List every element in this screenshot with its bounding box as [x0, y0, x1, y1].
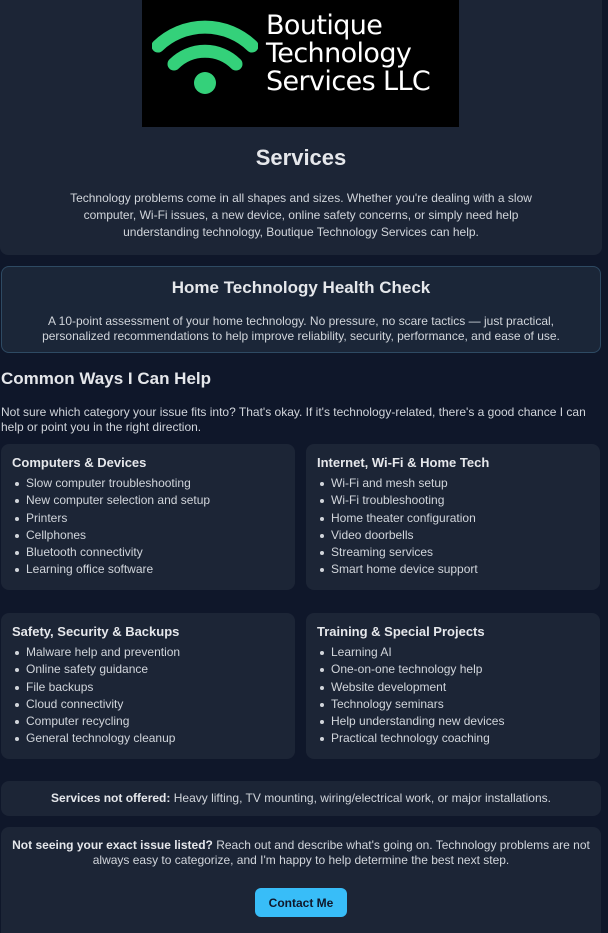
list-item: Wi-Fi troubleshooting — [331, 492, 478, 509]
list-item: File backups — [26, 679, 180, 696]
logo-wordmark — [266, 12, 430, 96]
health-check-card — [1, 266, 601, 353]
list-item: Technology seminars — [331, 696, 504, 713]
company-logo[interactable] — [142, 0, 459, 127]
list-item: Cloud connectivity — [26, 696, 180, 713]
not-offered-text: Heavy lifting, TV mounting, wiring/electrical work, or major installations. — [170, 791, 551, 805]
list-item: Video doorbells — [331, 527, 478, 544]
health-check-description: A 10-point assessment of your home technology. No pressure, no scare tactics — just practical, personalized recommendations to help improve reliability, security, performance, and ease of use. — [42, 314, 560, 343]
health-check-title: Home Technology Health Check — [171, 278, 431, 297]
page-title: Services — [255, 145, 347, 170]
logo-line-2: Technology — [266, 38, 412, 69]
list-item: One-on-one technology help — [331, 661, 504, 678]
category-list — [1, 475, 210, 579]
category-title: Internet, Wi-Fi & Home Tech — [317, 455, 490, 470]
logo-line-3: Services LLC — [266, 66, 431, 97]
logo-line-1: Boutique — [266, 10, 383, 41]
list-item: Slow computer troubleshooting — [26, 475, 210, 492]
list-item: Bluetooth connectivity — [26, 544, 210, 561]
list-item: Cellphones — [26, 527, 210, 544]
category-title: Training & Special Projects — [317, 624, 485, 639]
services-not-offered — [1, 781, 601, 816]
cta-lead: Not seeing your exact issue listed? — [12, 838, 213, 852]
list-item: General technology cleanup — [26, 730, 180, 747]
hero-description: Technology problems come in all shapes and sizes. Whether you're dealing with a slow computer, Wi-Fi issues, a new device, online safety concerns, or simply need help understanding technology, Boutique Technology Services can help. — [70, 191, 532, 239]
list-item: Streaming services — [331, 544, 478, 561]
list-item: Website development — [331, 679, 504, 696]
contact-me-button[interactable]: Contact Me — [255, 888, 347, 917]
list-item: New computer selection and setup — [26, 492, 210, 509]
category-list — [1, 644, 180, 748]
list-item: Computer recycling — [26, 713, 180, 730]
hero-section — [0, 0, 602, 255]
list-item: Home theater configuration — [331, 510, 478, 527]
cta-body: Reach out and describe what's going on. Technology problems are not always easy to categorize, and I'm happy to help determine the best next step. — [92, 838, 590, 867]
category-card-computers — [1, 444, 295, 590]
contact-cta-section — [1, 827, 601, 933]
list-item: Smart home device support — [331, 561, 478, 578]
ways-heading: Common Ways I Can Help — [1, 369, 212, 388]
category-title: Computers & Devices — [12, 455, 147, 470]
list-item: Learning AI — [331, 644, 504, 661]
list-item: Learning office software — [26, 561, 210, 578]
category-title: Safety, Security & Backups — [12, 624, 180, 639]
cta-text — [9, 838, 593, 868]
list-item: Printers — [26, 510, 210, 527]
ways-intro: Not sure which category your issue fits into? That's okay. If it's technology-related, there's a good chance I can help or point you in the right direction. — [1, 405, 586, 434]
list-item: Online safety guidance — [26, 661, 180, 678]
list-item: Help understanding new devices — [331, 713, 504, 730]
list-item: Practical technology coaching — [331, 730, 504, 747]
category-card-training — [306, 613, 600, 759]
list-item: Malware help and prevention — [26, 644, 180, 661]
category-card-safety — [1, 613, 295, 759]
category-list — [306, 475, 478, 579]
category-list — [306, 644, 504, 748]
wifi-icon — [152, 20, 258, 98]
not-offered-label: Services not offered: — [51, 791, 171, 805]
list-item: Wi-Fi and mesh setup — [331, 475, 478, 492]
category-card-internet — [306, 444, 600, 590]
